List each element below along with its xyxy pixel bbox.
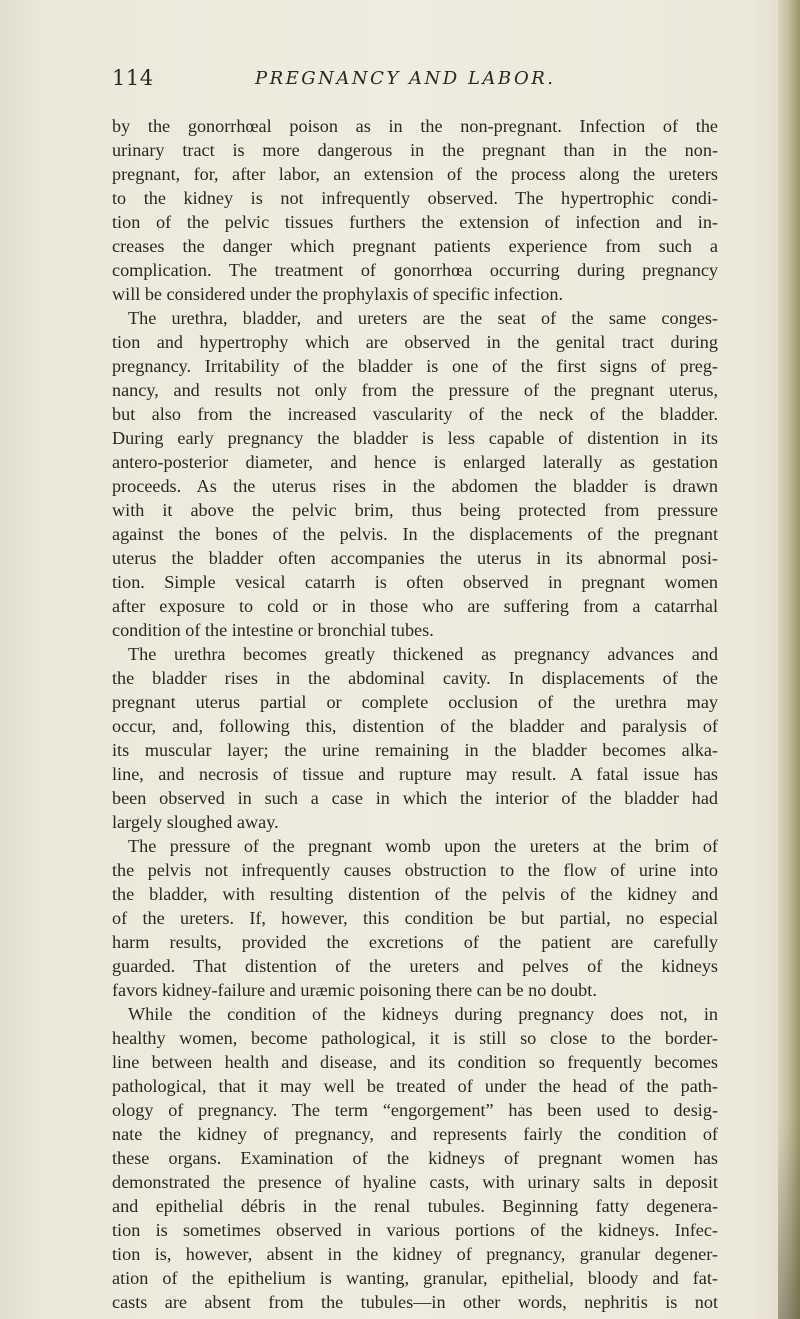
text-line: proceeds. As the uterus rises in the abdomen the bladder is drawn [112,476,718,496]
text-line: against the bones of the pelvis. In the displacements of the pregnant [112,524,718,544]
text-line: by the gonorrhœal poison as in the non-pregnant. Infection of the [112,116,718,136]
text-line: its muscular layer; the urine remaining in the bladder becomes alka- [112,740,718,760]
text-line: pregnant uterus partial or complete occlusion of the urethra may [112,692,718,712]
text-line: line between health and disease, and its condition so frequently becomes [112,1052,718,1072]
text-line: and epithelial débris in the renal tubules. Beginning fatty degenera- [112,1196,718,1216]
text-line: antero-posterior diameter, and hence is enlarged laterally as gestation [112,452,718,472]
page-number: 114 [112,66,154,90]
body-text [112,114,718,1314]
running-head: PREGNANCY AND LABOR. [255,68,556,89]
text-line: the bladder, with resulting distention of the pelvis of the kidney and [112,884,718,904]
text-line: While the condition of the kidneys during pregnancy does not, in [128,1004,718,1024]
text-line: after exposure to cold or in those who are suffering from a catarrhal [112,596,718,616]
text-line: with it above the pelvic brim, thus being protected from pressure [112,500,718,520]
text-line: favors kidney-failure and uræmic poisoning there can be no doubt. [112,980,597,1000]
text-line: The urethra becomes greatly thickened as pregnancy advances and [128,644,718,664]
text-line: pathological, that it may well be treated of under the head of the path- [112,1076,718,1096]
text-line: urinary tract is more dangerous in the pregnant than in the non- [112,140,718,160]
text-line: creases the danger which pregnant patients experience from such a [112,236,718,256]
text-line: The urethra, bladder, and ureters are the seat of the same conges- [128,308,718,328]
text-line: pregnancy. Irritability of the bladder is one of the first signs of preg- [112,356,718,376]
text-line: complication. The treatment of gonorrhœa occurring during pregnancy [112,260,718,280]
text-line: these organs. Examination of the kidneys of pregnant women has [112,1148,718,1168]
text-line: demonstrated the presence of hyaline casts, with urinary salts in deposit [112,1172,718,1192]
text-line: During early pregnancy the bladder is less capable of distention in its [112,428,718,448]
text-line: to the kidney is not infrequently observed. The hypertrophic condi- [112,188,718,208]
text-line: occur, and, following this, distention of the bladder and paralysis of [112,716,718,736]
text-line: The pressure of the pregnant womb upon the ureters at the brim of [128,836,718,856]
text-line: tion of the pelvic tissues furthers the extension of infection and in- [112,212,718,232]
text-line: tion is sometimes observed in various portions of the kidneys. Infec- [112,1220,718,1240]
text-line: guarded. That distention of the ureters and pelves of the kidneys [112,956,718,976]
text-line: healthy women, become pathological, it is still so close to the border- [112,1028,718,1048]
text-line: nate the kidney of pregnancy, and represents fairly the condition of [112,1124,718,1144]
text-line: will be considered under the prophylaxis of specific infection. [112,284,564,304]
text-line: tion and hypertrophy which are observed in the genital tract during [112,332,718,352]
text-line: line, and necrosis of tissue and rupture may result. A fatal issue has [112,764,718,784]
text-line: nancy, and results not only from the pressure of the pregnant uterus, [112,380,718,400]
binding-shadow [778,1119,800,1319]
text-line: pregnant, for, after labor, an extension of the process along the ureters [112,164,718,184]
text-line: casts are absent from the tubules—in other words, nephritis is not [112,1292,718,1312]
text-line: been observed in such a case in which the interior of the bladder had [112,788,718,808]
text-line: condition of the intestine or bronchial tubes. [112,620,434,640]
page-header [112,66,712,96]
text-line: of the ureters. If, however, this condition be but partial, no especial [112,908,718,928]
text-line: ology of pregnancy. The term “engorgement” has been used to desig- [112,1100,718,1120]
text-line: ation of the epithelium is wanting, granular, epithelial, bloody and fat- [112,1268,718,1288]
text-line: uterus the bladder often accompanies the uterus in its abnormal posi- [112,548,718,568]
text-line: the bladder rises in the abdominal cavity. In displacements of the [112,668,718,688]
text-line: tion is, however, absent in the kidney of pregnancy, granular degener- [112,1244,718,1264]
text-line: the pelvis not infrequently causes obstruction to the flow of urine into [112,860,718,880]
text-line: but also from the increased vascularity of the neck of the bladder. [112,404,718,424]
text-line: tion. Simple vesical catarrh is often observed in pregnant women [112,572,718,592]
text-line: largely sloughed away. [112,812,279,832]
text-line: harm results, provided the excretions of the patient are carefully [112,932,718,952]
